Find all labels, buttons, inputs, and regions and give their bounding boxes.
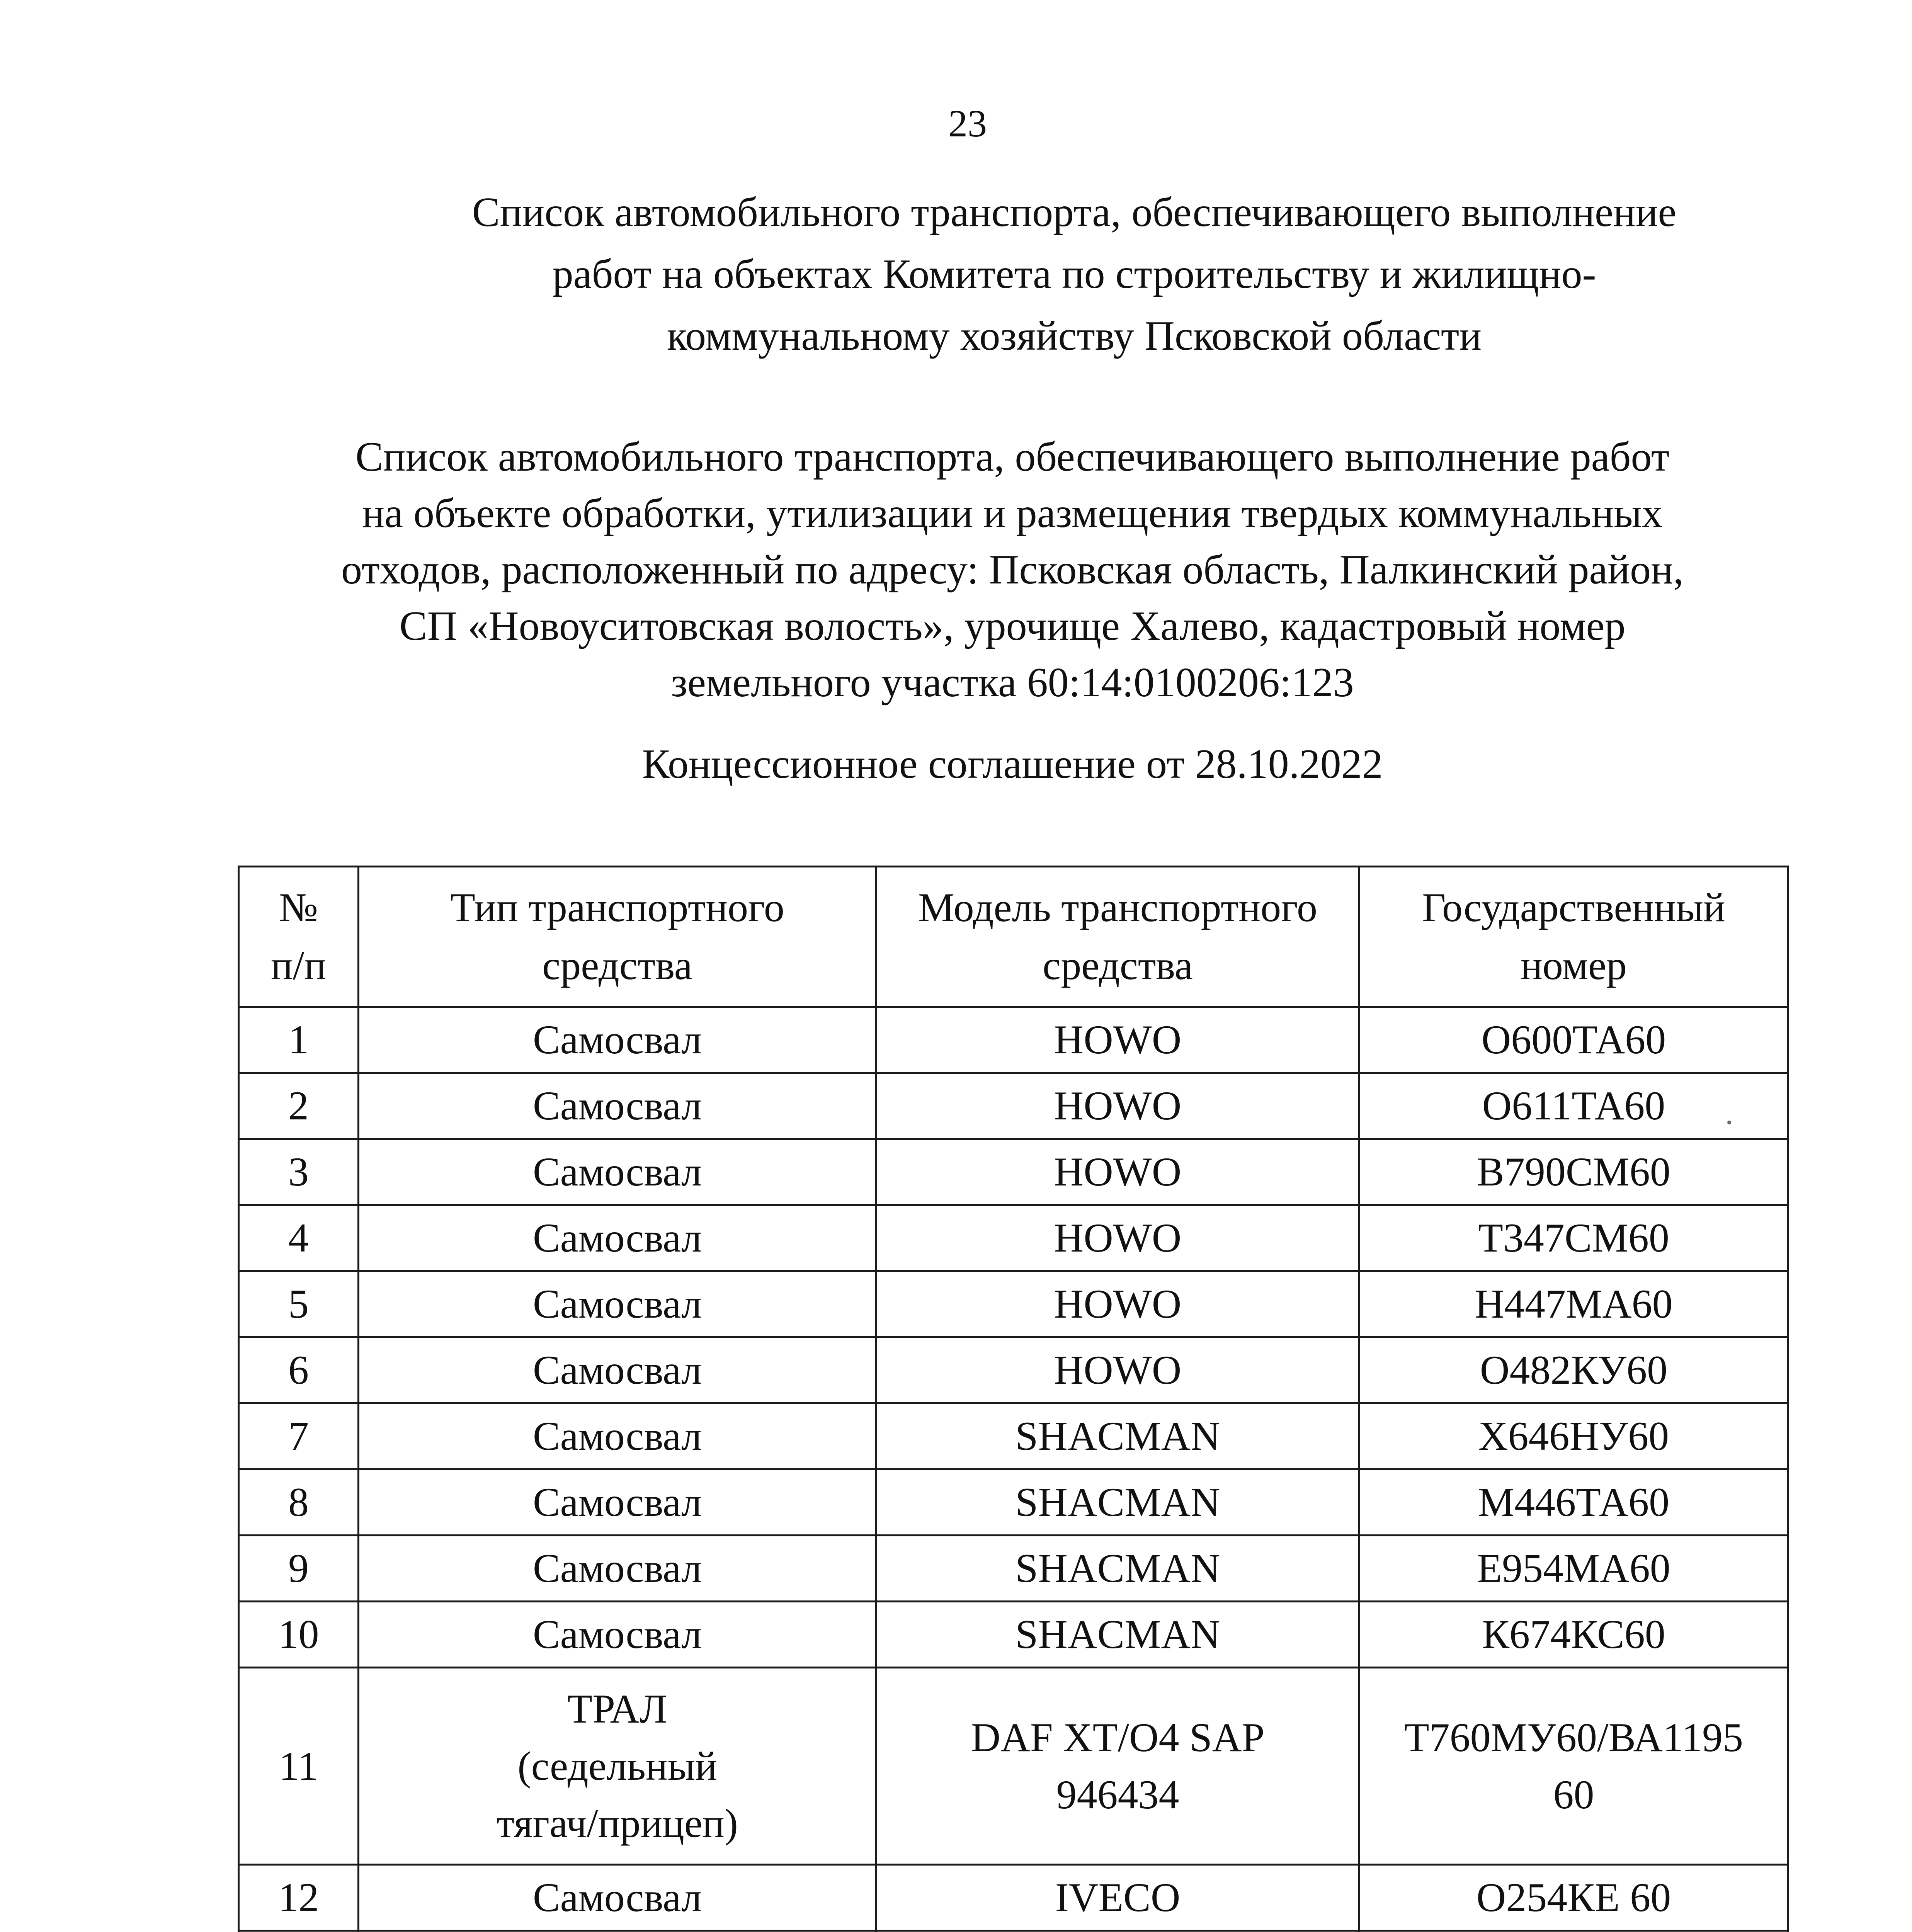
cell-plate: В790СМ60 [1359, 1139, 1788, 1205]
header-number-line: п/п [271, 943, 326, 988]
title-line: коммунальному хозяйству Псковской области [667, 313, 1482, 359]
cell-type: Самосвал [359, 1271, 876, 1337]
table-row [239, 1403, 1788, 1469]
table-row [239, 1337, 1788, 1403]
cell-plate: К674КС60 [1359, 1602, 1788, 1668]
cell-model: HOWO [876, 1205, 1359, 1271]
cell-number: 8 [239, 1469, 359, 1536]
cell-number: 11 [239, 1668, 359, 1865]
cell-number: 2 [239, 1073, 359, 1139]
cell-model: HOWO [876, 1073, 1359, 1139]
cell-model: IVECO [876, 1865, 1359, 1931]
cell-type-line: тягач/прицеп) [497, 1800, 738, 1846]
cell-type: Самосвал [359, 1139, 876, 1205]
cell-model: SHACMAN [876, 1602, 1359, 1668]
page-number: 23 [948, 102, 987, 145]
cell-type-line: (седельный [517, 1743, 717, 1789]
cell-type: Самосвал [359, 1073, 876, 1139]
header-number [239, 867, 359, 1007]
cell-number: 1 [239, 1007, 359, 1073]
cell-plate: Е954МА60 [1359, 1536, 1788, 1602]
table-row [239, 1205, 1788, 1271]
cell-plate: Н447МА60 [1359, 1271, 1788, 1337]
cell-plate [1359, 1668, 1788, 1865]
scan-speck [1727, 1121, 1731, 1124]
cell-type: Самосвал [359, 1403, 876, 1469]
cell-model: SHACMAN [876, 1403, 1359, 1469]
document-subtitle [232, 429, 1793, 711]
header-license-plate [1359, 867, 1788, 1007]
subtitle-line: земельного участка 60:14:0100206:123 [671, 660, 1354, 706]
cell-model: HOWO [876, 1271, 1359, 1337]
header-type-line: средства [542, 943, 692, 988]
cell-plate: О600ТА60 [1359, 1007, 1788, 1073]
table-row [239, 1536, 1788, 1602]
header-type-line: Тип транспортного [450, 885, 784, 930]
cell-number: 3 [239, 1139, 359, 1205]
cell-type: Самосвал [359, 1536, 876, 1602]
cell-plate [1359, 1931, 1788, 1932]
cell-plate: М446ТА60 [1359, 1469, 1788, 1536]
table-row [239, 1073, 1788, 1139]
cell-type: Самосвал [359, 1602, 876, 1668]
cell-model: HOWO [876, 1007, 1359, 1073]
subtitle-line: на объекте обработки, утилизации и размещения твердых коммунальных [362, 490, 1663, 536]
table-row [239, 1007, 1788, 1073]
cell-plate: О611ТА60 [1359, 1073, 1788, 1139]
cell-number [239, 1931, 359, 1932]
document-title [386, 182, 1762, 367]
title-line: Список автомобильного транспорта, обеспечивающего выполнение [472, 189, 1677, 235]
table-row [239, 1139, 1788, 1205]
cell-number: 5 [239, 1271, 359, 1337]
cell-type [359, 1931, 876, 1932]
subtitle-line: СП «Новоуситовская волость», урочище Халево, кадастровый номер [399, 603, 1626, 649]
concession-agreement: Концессионное соглашение от 28.10.2022 [642, 741, 1383, 787]
table-row [239, 1668, 1788, 1865]
cell-type [359, 1668, 876, 1865]
cell-number: 6 [239, 1337, 359, 1403]
cell-number: 4 [239, 1205, 359, 1271]
header-vehicle-type [359, 867, 876, 1007]
header-model-line: средства [1043, 943, 1193, 988]
cell-model [876, 1668, 1359, 1865]
table-row [239, 1865, 1788, 1931]
table-header-row [239, 867, 1788, 1007]
header-number-line: № [279, 885, 318, 930]
cell-number: 10 [239, 1602, 359, 1668]
cell-type: Самосвал [359, 1205, 876, 1271]
cell-model: SHACMAN [876, 1536, 1359, 1602]
cell-plate-line: 60 [1553, 1772, 1594, 1817]
cell-plate: О482КУ60 [1359, 1337, 1788, 1403]
subtitle-line: Список автомобильного транспорта, обеспечивающего выполнение работ [355, 434, 1670, 480]
cell-type: Самосвал [359, 1469, 876, 1536]
header-vehicle-model [876, 867, 1359, 1007]
cell-number: 7 [239, 1403, 359, 1469]
cell-type: Самосвал [359, 1865, 876, 1931]
table-row [239, 1469, 1788, 1536]
subtitle-line: отходов, расположенный по адресу: Псковская область, Палкинский район, [341, 547, 1684, 593]
cell-plate: Т347СМ60 [1359, 1205, 1788, 1271]
cell-plate-line: Т760МУ60/ВА1195 [1404, 1714, 1744, 1760]
cell-model: HOWO [876, 1139, 1359, 1205]
cell-type-line: ТРАЛ [567, 1686, 667, 1731]
header-plate-line: номер [1521, 943, 1627, 988]
cell-type: Самосвал [359, 1007, 876, 1073]
table-row [239, 1271, 1788, 1337]
cell-model-line: 946434 [1056, 1772, 1179, 1817]
table-row [239, 1931, 1788, 1932]
header-model-line: Модель транспортного [918, 885, 1317, 930]
cell-number: 9 [239, 1536, 359, 1602]
cell-number: 12 [239, 1865, 359, 1931]
cell-plate: Х646НУ60 [1359, 1403, 1788, 1469]
transport-table [238, 866, 1789, 1932]
cell-plate: О254КЕ 60 [1359, 1865, 1788, 1931]
header-plate-line: Государственный [1422, 885, 1725, 930]
cell-model [876, 1931, 1359, 1932]
cell-model: SHACMAN [876, 1469, 1359, 1536]
cell-model: HOWO [876, 1337, 1359, 1403]
cell-model-line: DAF XT/O4 SAP [971, 1714, 1265, 1760]
cell-type: Самосвал [359, 1337, 876, 1403]
title-line: работ на объектах Комитета по строительству и жилищно- [552, 251, 1596, 297]
table-row [239, 1602, 1788, 1668]
